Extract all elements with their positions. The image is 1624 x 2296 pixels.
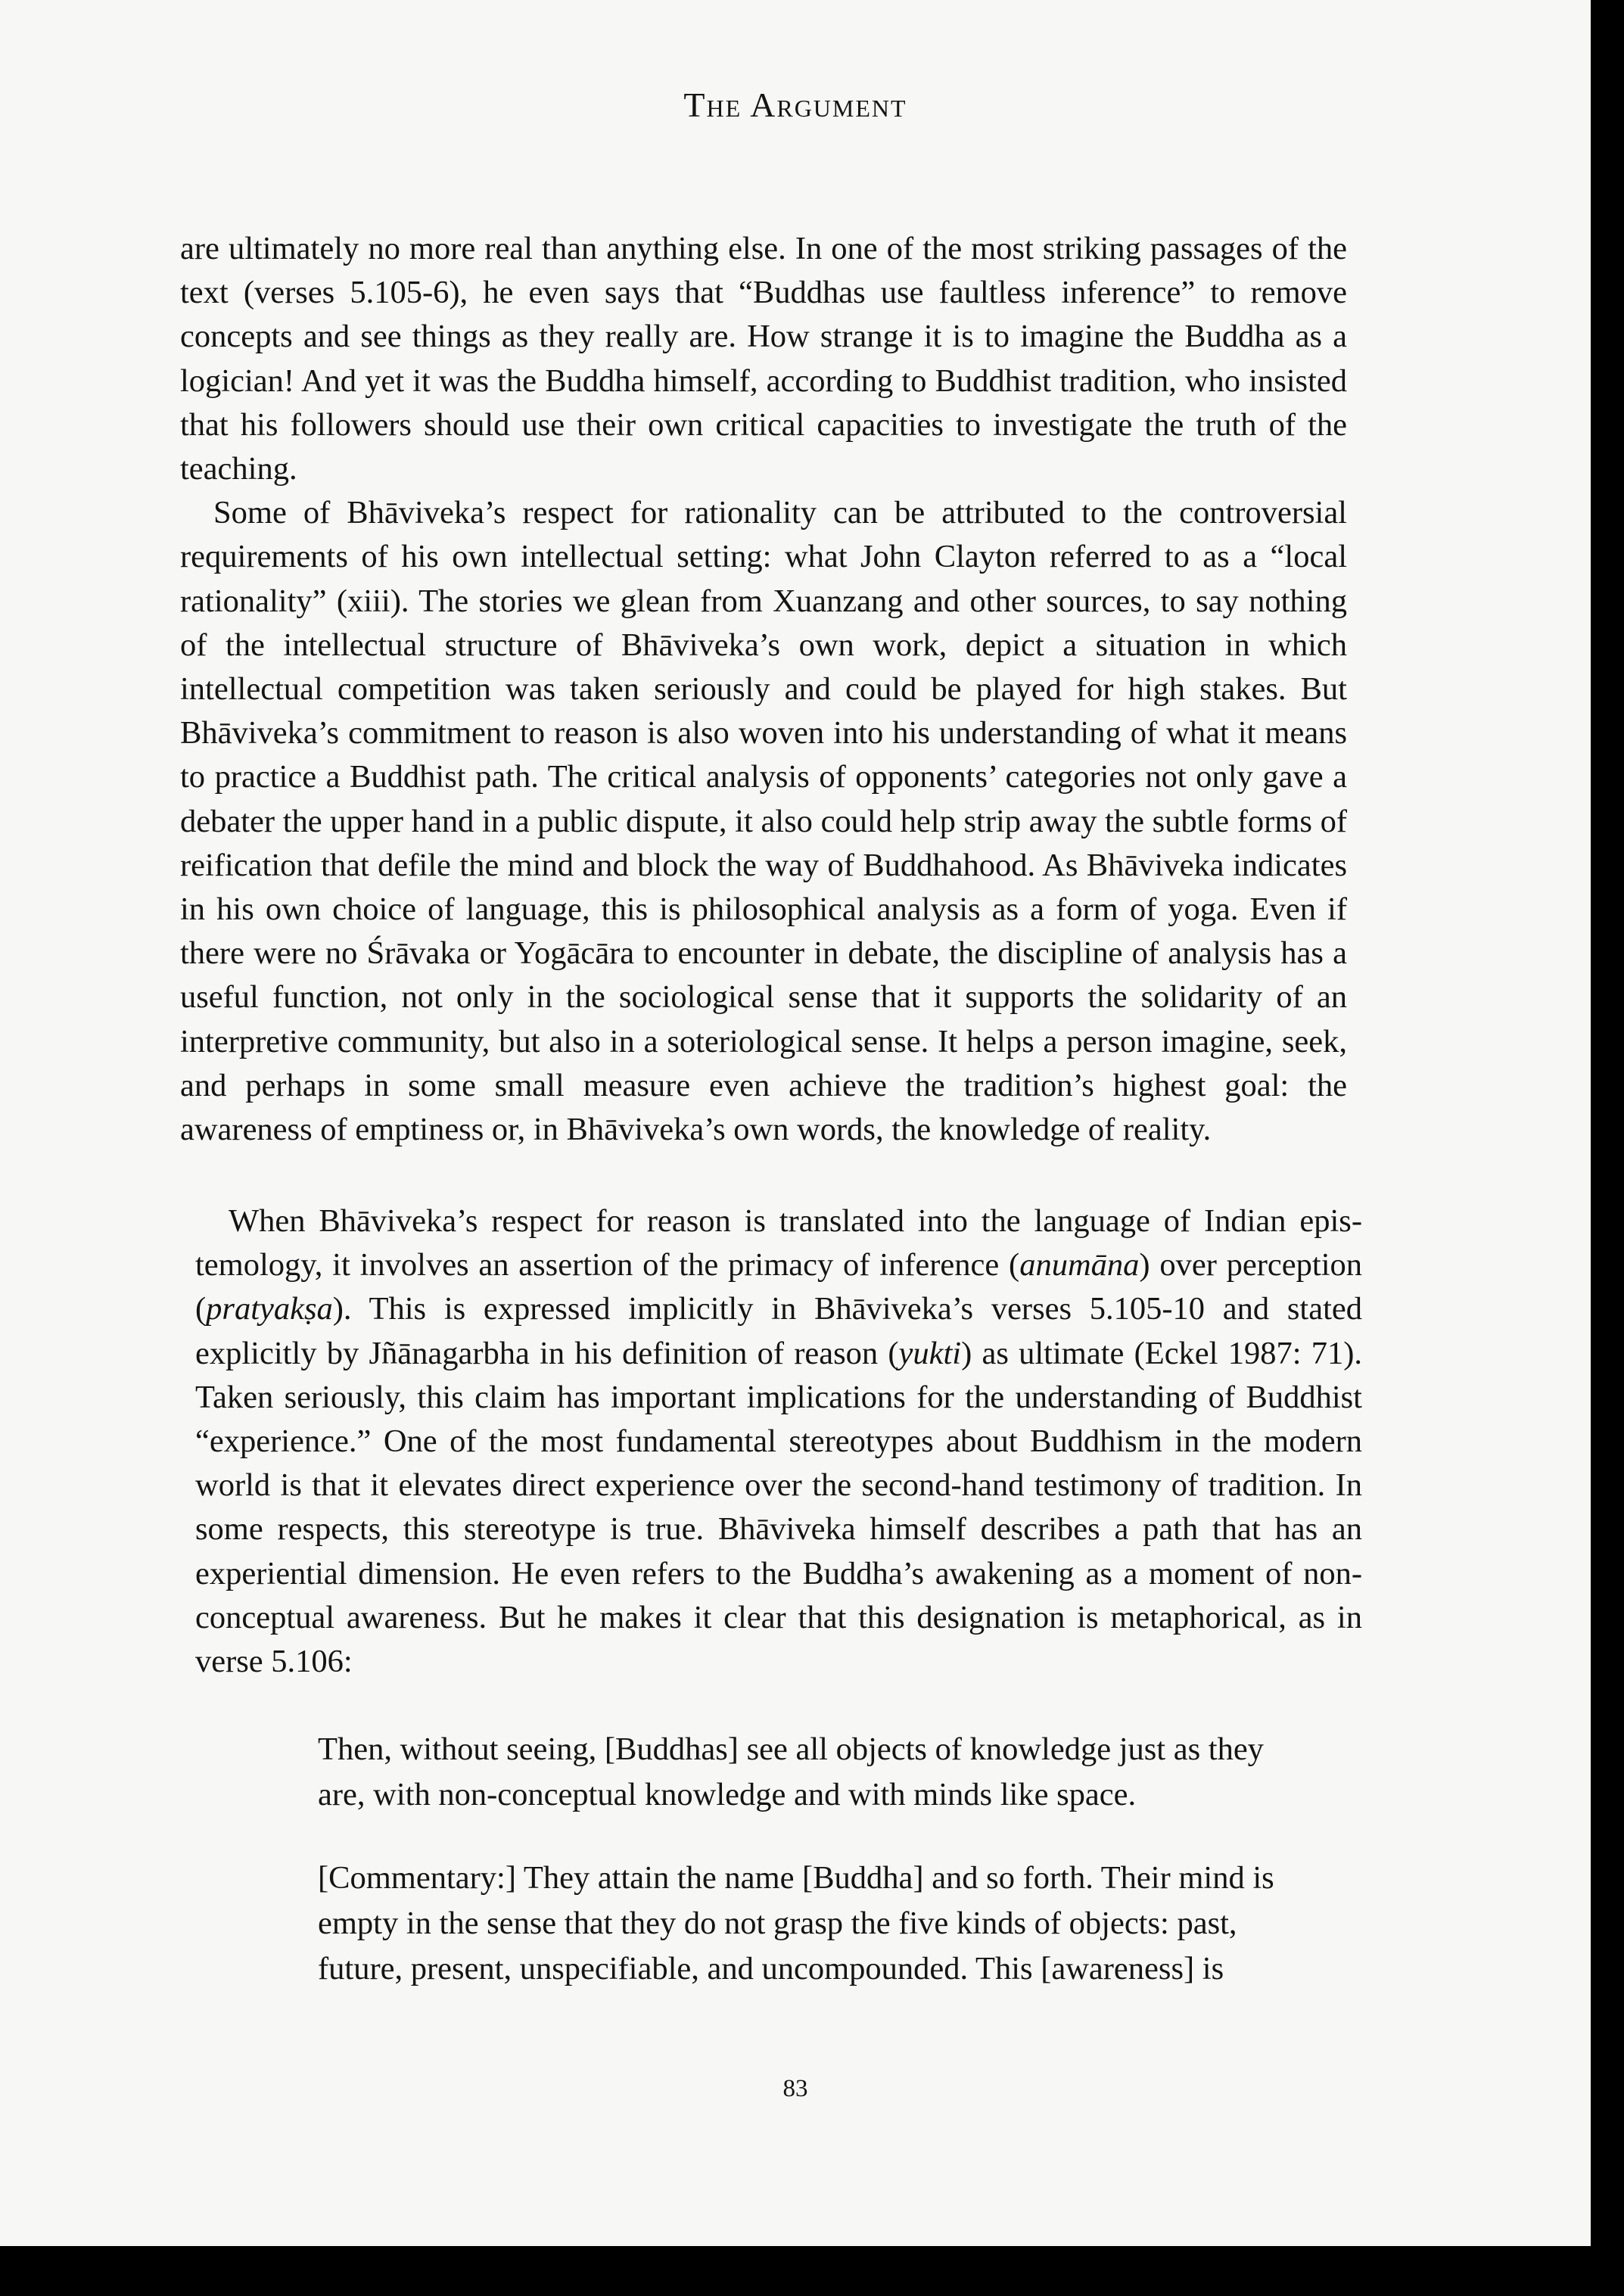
block-quote-verse [318, 1727, 1302, 1818]
paragraph-1: are ultimately no more real than anything else. In one of the most striking passages of the text (verses 5.105-6), he even says that “Buddhas use faultless inference” to remove concepts and see things as they really are. How strange it is to imagine the Buddha as a logician! And yet it was the Buddha himself, according to Buddhist tradition, who insisted that his followers should use their own critical capacities to investigate the truth of the teaching. [180, 231, 1347, 487]
paragraph-3-part-1: When Bhāviveka’s respect for reason is translated into the language of Indian epistemology, it involves an assertion of the primacy of inference ( [195, 1203, 1362, 1283]
block-quote-commentary [318, 1856, 1302, 1992]
paragraph-3-part-4: ) as ultimate (Eckel 1987: 71). Taken seriously, this claim has important implications for the understanding of Buddhist “experience.” One of the most fundamental stereotypes about Buddhism in the modern world is that it elevates direct experience over the second-hand testimony of tradition. In some respects, this stereotype is true. Bhāviveka himself describes a path that has an experiential dimension. He even refers to the Buddha’s awakening as a moment of non-conceptual awareness. But he makes it clear that this designation is metaphorical, as in verse 5.106: [195, 1335, 1362, 1680]
paragraph-2: Some of Bhāviveka’s respect for rationality can be attributed to the controversial requirements of his own intellectual setting: what John Clayton referred to as a “local rationality” (xiii). The stories we glean from Xuanzang and other sources, to say nothing of the intellectual structure of Bhāviveka’s own work, depict a situation in which intellectual competition was taken seriously and could be played for high stakes. But Bhāviveka’s commitment to reason is also woven into his understanding of what it means to practice a Buddhist path. The critical analysis of opponents’ categories not only gave a debater the upper hand in a public dispute, it also could help strip away the subtle forms of reification that defile the mind and block the way of Buddhahood. As Bhāviveka indicates in his own choice of language, this is philosophical analysis as a form of yoga. Even if there were no Śrāvaka or Yogācāra to encounter in debate, the discipline of analysis has a useful function, not only in the sociological sense that it supports the solidarity of an interpretive community, but also in a soteriological sense. It helps a person imagine, seek, and perhaps in some small measure even achieve the tradition’s highest goal: the awareness of emptiness or, in Bhāviveka’s own words, the knowledge of reality. [180, 495, 1347, 1148]
term-yukti: yukti [898, 1335, 962, 1371]
term-anumana: anumāna [1019, 1247, 1140, 1283]
body-text-top [180, 227, 1347, 1152]
paragraph-3-part-2: ) over perception ( [195, 1247, 1363, 1327]
term-pratyaksa: pratyakṣa [206, 1291, 333, 1327]
body-text-bottom [195, 1199, 1362, 1684]
paragraph-3-part-3: ). This is expressed implicitly in Bhāviveka’s verses 5.105-10 and stated explicitly by Jñānagarbha in his definition of reason ( [195, 1291, 1362, 1371]
block-quote-2: [Commentary:] They attain the name [Buddha] and so forth. Their mind is empty in the sense that they do not grasp the five kinds of objects: past, future, present, unspecifiable, and uncompounded. This [awareness] is [318, 1860, 1274, 1986]
running-head: The Argument [683, 86, 907, 124]
paragraph-3 [195, 1199, 1362, 1684]
page-number: 83 [782, 2075, 808, 2102]
block-quote-1: Then, without seeing, [Buddhas] see all objects of knowledge just as they are, with non-conceptual knowledge and with minds like space. [318, 1731, 1264, 1812]
